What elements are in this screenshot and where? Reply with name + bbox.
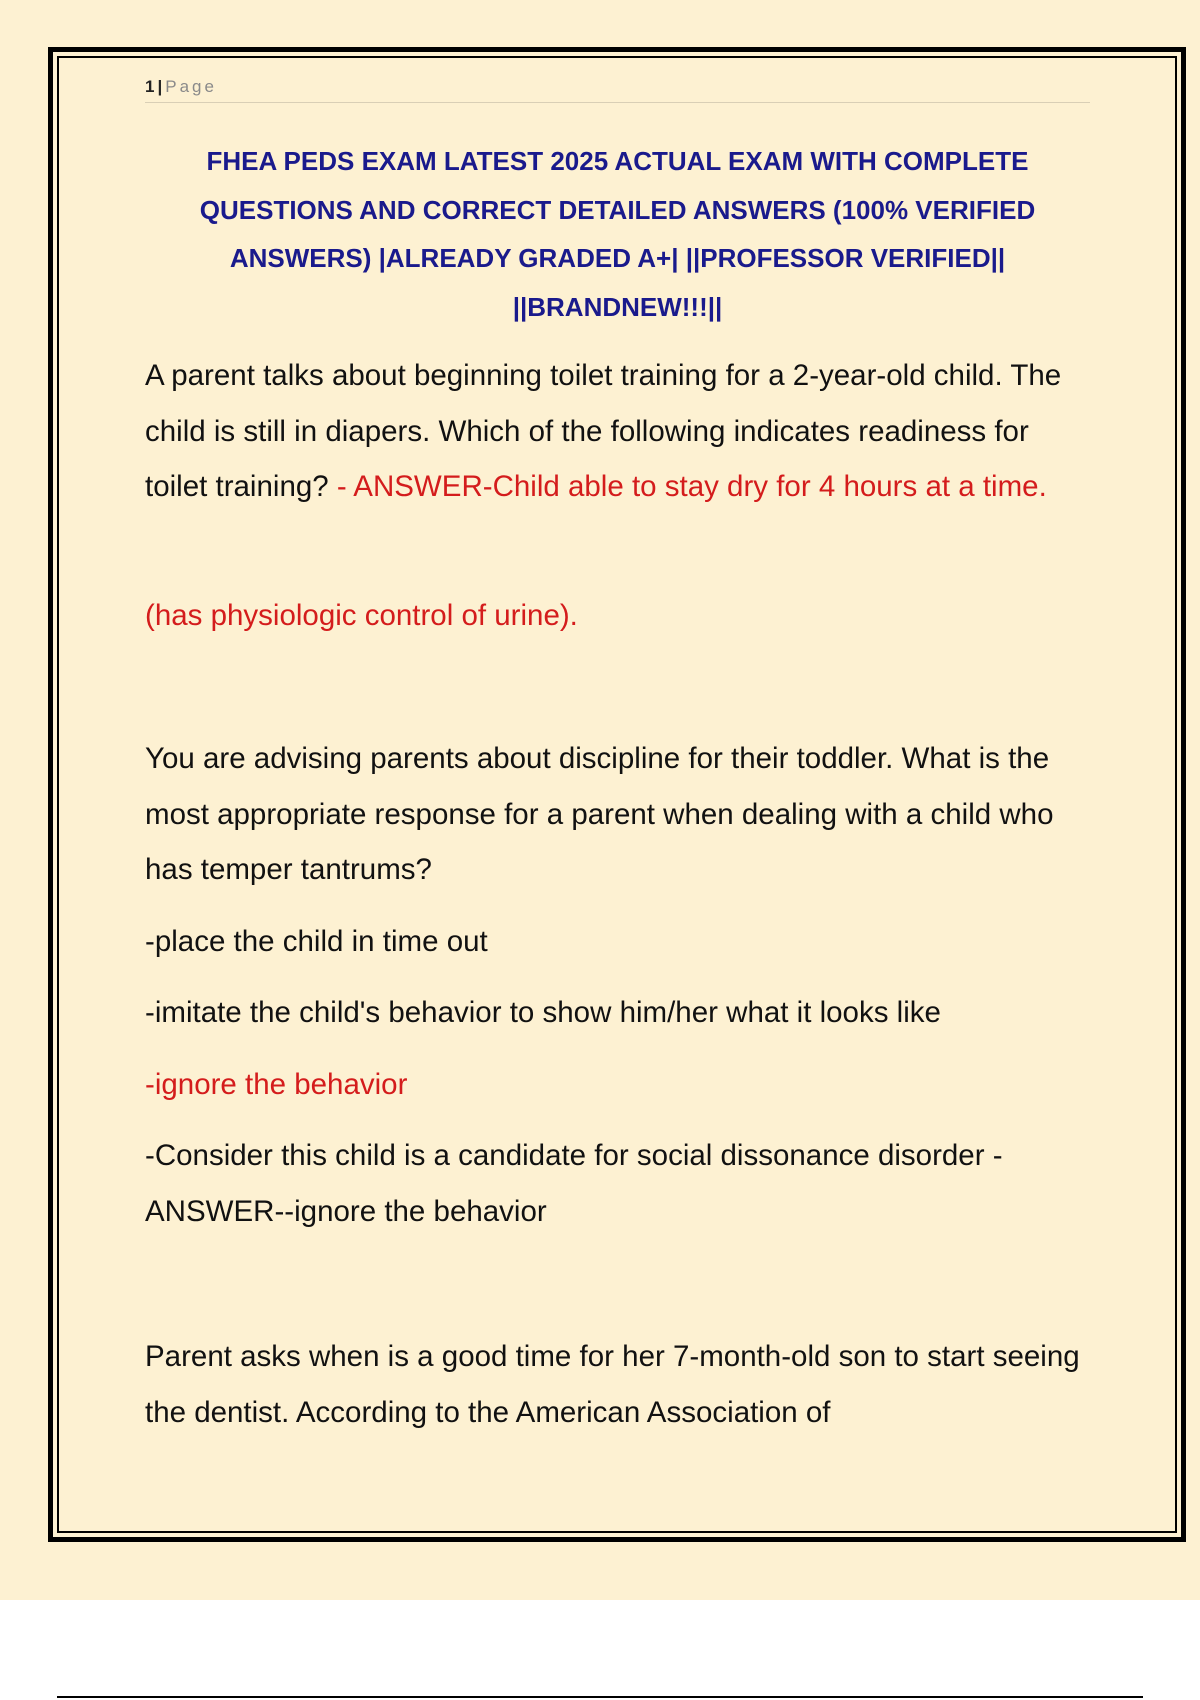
next-page-rule [57, 1696, 1143, 1698]
question-2-option-d-block [145, 1128, 1090, 1239]
question-1-note-block [145, 588, 1090, 644]
question-1 [145, 348, 1090, 515]
question-1-text: A parent talks about beginning toilet training for a 2-year-old child. The child is still in diapers. Which of the following indicates readiness for toilet training? [145, 359, 1062, 503]
question-2-option-b-block [145, 985, 1090, 1041]
question-2-text: You are advising parents about discipline for their toddler. What is the most appropriate response for a parent when dealing with a child who has temper tantrums? [145, 742, 1054, 886]
question-2-option-c: -ignore the behavior [145, 1068, 408, 1101]
page-label: Page [165, 77, 217, 96]
question-3-text: Parent asks when is a good time for her 7-month-old son to start seeing the dentist. According to the American Association of [145, 1340, 1080, 1429]
page-separator: | [157, 77, 163, 96]
question-1-block [145, 348, 1090, 515]
question-1-answer: - ANSWER-Child able to stay dry for 4 hours at a time. [336, 470, 1047, 503]
question-2-option-c-block [145, 1057, 1090, 1113]
question-3-block [145, 1329, 1090, 1440]
question-2-option-a-block [145, 914, 1090, 970]
question-2-block [145, 731, 1090, 898]
page-number: 1 [145, 77, 155, 96]
document-title: FHEA PEDS EXAM LATEST 2025 ACTUAL EXAM WITH COMPLETE QUESTIONS AND CORRECT DETAILED ANSWERS (100% VERIFIED ANSWERS) |ALREADY GRADED A+| ||PROFESSOR VERIFIED|| ||BRANDNEW!!!|| [199, 146, 1036, 322]
question-2-option-d: -Consider this child is a candidate for social dissonance disorder - ANSWER--ignore the behavior [145, 1139, 1003, 1228]
question-2-option-b: -imitate the child's behavior to show him/her what it looks like [145, 996, 941, 1029]
question-2-option-a: -place the child in time out [145, 925, 488, 958]
page-header [145, 74, 1090, 103]
question-1-answer-note: (has physiologic control of urine). [145, 599, 578, 632]
